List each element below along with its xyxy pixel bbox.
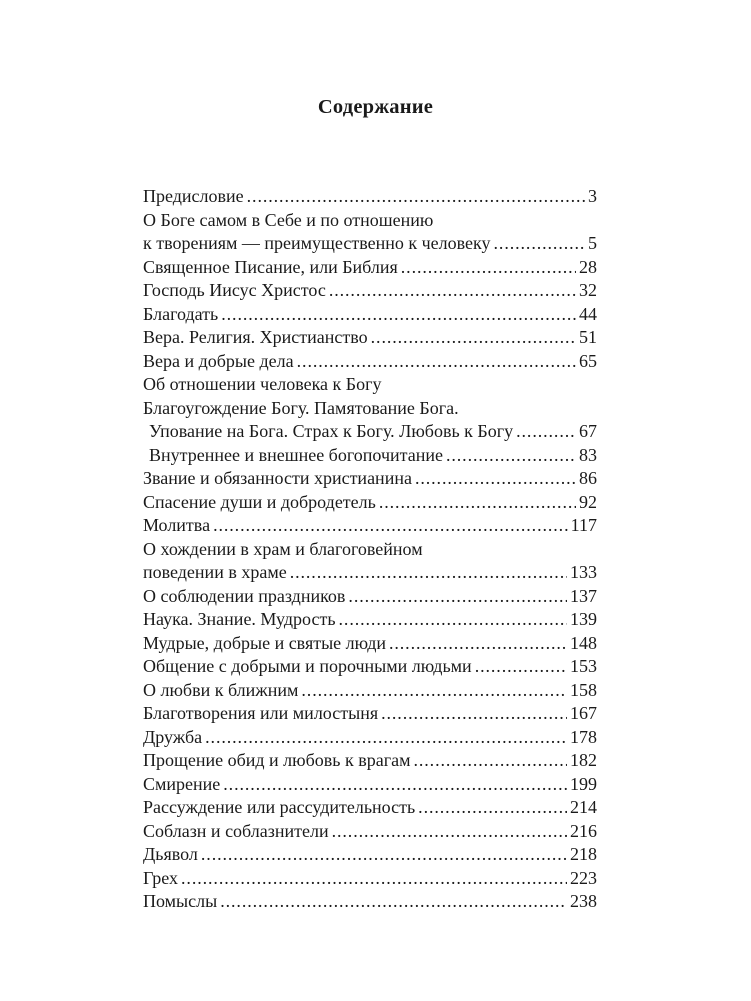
toc-leader-dots — [201, 843, 567, 867]
toc-entry-page: 86 — [579, 468, 597, 488]
toc-entry-page: 28 — [579, 256, 597, 277]
toc-entry-title: Дружба — [143, 726, 203, 747]
toc-entry — [143, 397, 597, 421]
toc-entry — [143, 608, 597, 632]
toc-entry-title: О соблюдении праздников — [143, 585, 346, 606]
toc-entry — [143, 491, 597, 515]
toc-leader-dots — [290, 561, 567, 585]
toc-entry-page: 92 — [579, 491, 597, 512]
toc-entry — [143, 232, 597, 256]
toc-entry-page: 65 — [579, 350, 597, 371]
toc-entry-title: Упование на Бога. Страх к Богу. Любовь к Богу — [149, 421, 514, 441]
toc-entry-page: 153 — [570, 656, 597, 676]
toc-entry — [143, 279, 597, 303]
toc-entry-page: 182 — [570, 750, 597, 770]
toc-entry-page: 158 — [570, 679, 597, 700]
toc-entry-title: Общение с добрыми и порочными людьми — [143, 656, 472, 676]
toc-entry-page: 133 — [570, 562, 597, 582]
toc-entry-title: О хождении в храм и благоговейном — [143, 538, 423, 559]
toc-entry-title: Об отношении человека к Богу — [143, 374, 382, 394]
toc-leader-dots — [381, 702, 567, 726]
toc-leader-dots — [247, 185, 585, 209]
toc-entry-title: Прощение обид и любовь к врагам — [143, 750, 411, 770]
toc-entry-page: 137 — [570, 585, 597, 606]
toc-entry-title: Молитва — [143, 515, 211, 535]
toc-entry-title: Звание и обязанности христианина — [143, 468, 412, 488]
toc-entry — [143, 373, 597, 397]
toc-leader-dots — [446, 444, 576, 468]
toc-leader-dots — [181, 867, 567, 891]
toc-leader-dots — [297, 350, 576, 374]
toc-entry-title: Благоугождение Богу. Памятование Бога. — [143, 397, 459, 418]
toc-entry — [143, 796, 597, 820]
toc-entry-page: 3 — [588, 186, 597, 206]
toc-leader-dots — [213, 514, 568, 538]
toc-leader-dots — [475, 655, 567, 679]
toc-entry-title: Вера и добрые дела — [143, 350, 294, 371]
toc-entry-page: 214 — [570, 797, 597, 817]
toc-entry-title: к творениям — преимущественно к человеку — [143, 233, 491, 253]
toc-leader-dots — [339, 608, 567, 632]
toc-entry-title: Смирение — [143, 773, 221, 794]
table-of-contents — [143, 185, 597, 914]
toc-entry — [143, 444, 597, 468]
toc-entry — [143, 185, 597, 209]
toc-entry-title: Благодать — [143, 303, 219, 324]
toc-entry — [143, 726, 597, 750]
toc-entry — [143, 890, 597, 914]
toc-entry-title: Внутреннее и внешнее богопочитание — [149, 444, 443, 465]
toc-leader-dots — [301, 679, 567, 703]
toc-entry — [143, 820, 597, 844]
toc-leader-dots — [348, 585, 567, 609]
toc-leader-dots — [401, 256, 576, 280]
page-title: Содержание — [317, 96, 434, 118]
toc-entry — [143, 538, 597, 562]
toc-entry-title: Помыслы — [143, 891, 218, 911]
toc-entry — [143, 514, 597, 538]
toc-leader-dots — [418, 796, 567, 820]
toc-leader-dots — [329, 279, 576, 303]
toc-entry — [143, 209, 597, 233]
toc-entry-page: 32 — [579, 280, 597, 300]
toc-entry — [143, 843, 597, 867]
toc-entry-title: О любви к ближним — [143, 679, 299, 700]
toc-leader-dots — [379, 491, 576, 515]
toc-entry-title: Мудрые, добрые и святые люди — [143, 632, 386, 653]
toc-entry-title: Господь Иисус Христос — [143, 280, 326, 300]
toc-entry-page: 117 — [570, 515, 597, 535]
toc-entry — [143, 749, 597, 773]
toc-entry-page: 178 — [570, 726, 597, 747]
toc-entry-page: 67 — [579, 421, 597, 441]
toc-entry-title: Рассуждение или рассудительность — [143, 797, 416, 817]
toc-leader-dots — [332, 820, 567, 844]
toc-entry-page: 5 — [588, 233, 597, 253]
toc-entry-page: 83 — [579, 444, 597, 465]
toc-entry-page: 51 — [579, 327, 597, 347]
toc-entry — [143, 655, 597, 679]
toc-entry-title: Наука. Знание. Мудрость — [143, 609, 336, 629]
toc-entry — [143, 420, 597, 444]
toc-leader-dots — [220, 890, 567, 914]
toc-leader-dots — [371, 326, 576, 350]
toc-entry-title: О Боге самом в Себе и по отношению — [143, 209, 434, 230]
toc-leader-dots — [413, 749, 567, 773]
toc-entry-page: 44 — [579, 303, 597, 324]
toc-entry — [143, 467, 597, 491]
toc-entry-page: 238 — [570, 891, 597, 911]
toc-entry — [143, 326, 597, 350]
toc-entry-page: 218 — [570, 844, 597, 864]
toc-entry-page: 139 — [570, 609, 597, 629]
toc-entry-page: 167 — [570, 703, 597, 723]
toc-entry — [143, 773, 597, 797]
toc-leader-dots — [415, 467, 576, 491]
toc-entry — [143, 867, 597, 891]
toc-leader-dots — [223, 773, 567, 797]
toc-entry-page: 216 — [570, 820, 597, 841]
toc-entry-page: 199 — [570, 773, 597, 794]
toc-entry-title: Священное Писание, или Библия — [143, 256, 398, 277]
toc-entry-title: Соблазн и соблазнители — [143, 820, 329, 841]
toc-leader-dots — [516, 420, 576, 444]
toc-entry — [143, 632, 597, 656]
toc-entry-title: Спасение души и добродетель — [143, 491, 376, 512]
toc-entry — [143, 256, 597, 280]
toc-entry — [143, 350, 597, 374]
toc-entry — [143, 561, 597, 585]
toc-entry — [143, 702, 597, 726]
toc-entry-title: Благотворения или милостыня — [143, 703, 379, 723]
toc-entry-page: 148 — [570, 632, 597, 653]
toc-leader-dots — [221, 303, 576, 327]
toc-entry — [143, 303, 597, 327]
toc-entry-title: Вера. Религия. Христианство — [143, 327, 368, 347]
toc-entry-page: 223 — [570, 867, 597, 888]
toc-entry-title: Грех — [143, 867, 179, 888]
toc-entry-title: Предисловие — [143, 186, 244, 206]
toc-leader-dots — [389, 632, 567, 656]
toc-entry-title: Дьявол — [143, 844, 198, 864]
toc-leader-dots — [205, 726, 567, 750]
toc-entry — [143, 679, 597, 703]
toc-entry-title: поведении в храме — [143, 562, 287, 582]
toc-leader-dots — [494, 232, 585, 256]
toc-entry — [143, 585, 597, 609]
